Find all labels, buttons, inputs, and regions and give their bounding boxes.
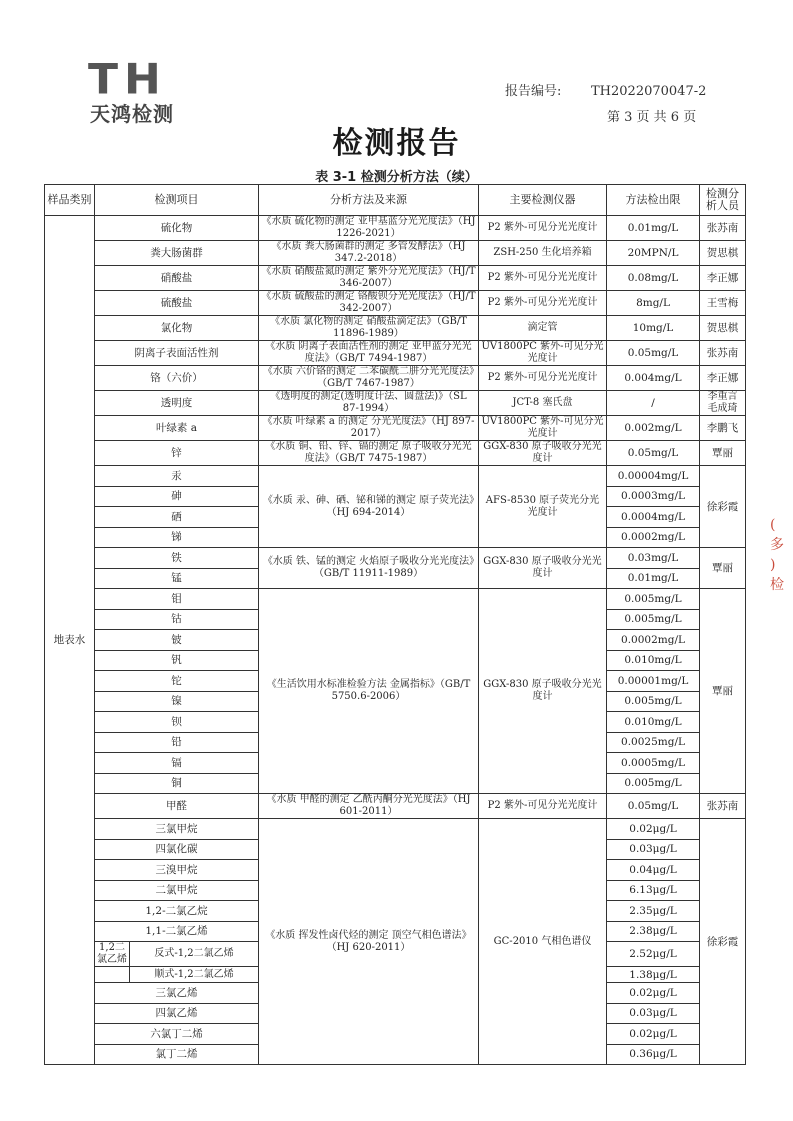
item-cell: 钴 [95,609,259,630]
limit-cell: 0.01mg/L [607,568,700,589]
col-header: 检测项目 [95,185,259,216]
limit-cell: 0.0005mg/L [607,753,700,774]
limit-cell: 0.01mg/L [607,216,700,241]
analyst-cell: 徐彩霞 [700,819,746,1065]
item-cell: 锰 [95,568,259,589]
limit-cell: 0.08mg/L [607,266,700,291]
analyst-cell: 贺思棋 [700,241,746,266]
limit-cell: 2.38μg/L [607,921,700,942]
limit-cell: 0.02μg/L [607,819,700,840]
table-row [45,341,746,366]
item-cell: 顺式-1,2二氯乙烯 [154,968,234,980]
col-header: 分析方法及来源 [259,185,479,216]
analyst-cell: 李重言 毛成琦 [700,391,746,416]
limit-cell: 0.005mg/L [607,589,700,610]
limit-cell: 0.04μg/L [607,860,700,881]
col-header: 样品类别 [45,185,95,216]
instrument-cell: P2 紫外-可见分光光度计 [479,366,607,391]
item-cell: 钡 [95,712,259,733]
item-cell: 阴离子表面活性剂 [95,341,259,366]
table-row [45,291,746,316]
limit-cell: 0.36μg/L [607,1044,700,1065]
analyst-cell: 张苏南 [700,216,746,241]
item-cell: 铬（六价） [95,366,259,391]
table-caption: 表 3-1 检测分析方法（续） [315,170,478,185]
limit-cell: 0.002mg/L [607,416,700,441]
limit-cell: 2.52μg/L [607,942,700,967]
sample-category: 地表水 [45,216,95,1065]
item-cell: 铍 [95,630,259,651]
limit-cell: 0.05mg/L [607,341,700,366]
sub-group-label: 1,2二氯乙烯 [95,942,130,966]
method-cell: 《水质 硝酸盐氮的测定 紫外分光光度法》（HJ/T 346-2007） [259,266,479,291]
item-cell: 镍 [95,691,259,712]
method-cell: 《水质 硫化物的测定 亚甲基蓝分光光度法》（HJ 1226-2021） [259,216,479,241]
report-number-value: TH2022070047-2 [591,84,707,99]
limit-cell: 0.004mg/L [607,366,700,391]
item-cell: 硫化物 [95,216,259,241]
instrument-cell: AFS-8530 原子荧光分光光度计 [479,466,607,548]
sub-item-table [95,942,258,966]
item-cell: 三氯甲烷 [95,819,259,840]
limit-cell: 0.005mg/L [607,773,700,794]
item-cell: 粪大肠菌群 [95,241,259,266]
analyst-cell: 张苏南 [700,794,746,819]
col-header: 主要检测仪器 [479,185,607,216]
limit-cell: 0.05mg/L [607,794,700,819]
method-cell: 《透明度的测定(透明度计法、圆盘法)》（SL 87-1994） [259,391,479,416]
method-cell: 《水质 阴离子表面活性剂的测定 亚甲蓝分光光度法》（GB/T 7494-1987） [259,341,479,366]
limit-cell: 0.0002mg/L [607,527,700,548]
item-cell: 铊 [95,671,259,692]
item-cell: 锑 [95,527,259,548]
limit-cell: 1.38μg/L [607,967,700,983]
item-cell: 砷 [95,486,259,507]
report-number [505,80,706,99]
limit-cell: 10mg/L [607,316,700,341]
item-cell: 甲醛 [95,794,259,819]
method-cell: 《水质 挥发性卤代烃的测定 顶空气相色谱法》（HJ 620-2011） [259,819,479,1065]
instrument-cell: 滴定管 [479,316,607,341]
method-cell: 《水质 硫酸盐的测定 铬酸钡分光光度法》（HJ/T 342-2007） [259,291,479,316]
method-cell: 《水质 甲醛的测定 乙酰丙酮分光光度法》（HJ 601-2011） [259,794,479,819]
table-header-row [45,185,746,216]
col-header: 方法检出限 [607,185,700,216]
col-header: 检测分析人员 [700,185,746,216]
instrument-cell: GC-2010 气相色谱仪 [479,819,607,1065]
limit-cell: 0.02μg/L [607,1024,700,1045]
item-cell: 氯化物 [95,316,259,341]
item-cell: 叶绿素 a [95,416,259,441]
analyst-cell: 李鹏飞 [700,416,746,441]
table-row [45,548,746,569]
logo-name: 天鸿检测 [90,102,174,126]
instrument-cell: P2 紫外-可见分光光度计 [479,216,607,241]
item-cell: 氯丁二烯 [95,1044,259,1065]
limit-cell: 0.05mg/L [607,441,700,466]
instrument-cell: P2 紫外-可见分光光度计 [479,291,607,316]
method-cell: 《水质 铁、锰的测定 火焰原子吸收分光光度法》（GB/T 11911-1989） [259,548,479,589]
instrument-cell: GGX-830 原子吸收分光光度计 [479,589,607,794]
company-logo [88,55,218,126]
instrument-cell: JCT-8 塞氏盘 [479,391,607,416]
instrument-cell: UV1800PC 紫外-可见分光光度计 [479,416,607,441]
table-row [45,441,746,466]
method-cell: 《生活饮用水标准检验方法 金属指标》（GB/T 5750.6-2006） [259,589,479,794]
item-cell: 锌 [95,441,259,466]
item-cell: 三氯乙烯 [95,983,259,1004]
limit-cell: 0.0004mg/L [607,507,700,528]
item-group-cell [95,967,259,983]
limit-cell: 0.00004mg/L [607,466,700,487]
table-row [45,241,746,266]
method-cell: 《水质 粪大肠菌群的测定 多管发酵法》（HJ 347.2-2018） [259,241,479,266]
limit-cell: 0.010mg/L [607,712,700,733]
limit-cell: / [607,391,700,416]
analyst-cell: 徐彩霞 [700,466,746,548]
limit-cell: 0.0025mg/L [607,732,700,753]
analyst-cell: 覃丽 [700,589,746,794]
limit-cell: 0.0003mg/L [607,486,700,507]
limit-cell: 8mg/L [607,291,700,316]
analyst-cell: 张苏南 [700,341,746,366]
limit-cell: 0.03mg/L [607,548,700,569]
limit-cell: 2.35μg/L [607,901,700,922]
analyst-cell: 王雪梅 [700,291,746,316]
item-cell: 三溴甲烷 [95,860,259,881]
method-table [44,184,746,1065]
instrument-cell: GGX-830 原子吸收分光光度计 [479,441,607,466]
item-cell: 透明度 [95,391,259,416]
sub-group-spacer [95,967,130,982]
item-cell: 硝酸盐 [95,266,259,291]
page-title: 检测报告 [332,126,461,161]
analyst-cell: 贺思棋 [700,316,746,341]
limit-cell: 0.005mg/L [607,609,700,630]
method-cell: 《水质 六价铬的测定 二苯碳酰二肼分光光度法》（GB/T 7467-1987） [259,366,479,391]
item-cell: 铅 [95,732,259,753]
instrument-cell: ZSH-250 生化培养箱 [479,241,607,266]
table-row [45,316,746,341]
item-cell: 二氯甲烷 [95,880,259,901]
item-cell: 硫酸盐 [95,291,259,316]
item-cell: 四氯化碳 [95,839,259,860]
item-cell: 钼 [95,589,259,610]
report-number-label: 报告编号: [505,84,562,99]
instrument-cell: P2 紫外-可见分光光度计 [479,794,607,819]
item-cell: 汞 [95,466,259,487]
table-row [45,466,746,487]
item-cell: 铜 [95,773,259,794]
instrument-cell: P2 紫外-可见分光光度计 [479,266,607,291]
page-info: 第 3 页 共 6 页 [607,110,697,125]
table-row [45,216,746,241]
limit-cell: 0.0002mg/L [607,630,700,651]
table-row [45,589,746,610]
item-cell: 六氯丁二烯 [95,1024,259,1045]
method-cell: 《水质 叶绿素 a 的测定 分光光度法》（HJ 897-2017） [259,416,479,441]
method-cell: 《水质 氯化物的测定 硝酸盐滴定法》（GB/T 11896-1989） [259,316,479,341]
table-row [45,366,746,391]
limit-cell: 6.13μg/L [607,880,700,901]
table-row [45,416,746,441]
item-cell: 镉 [95,753,259,774]
limit-cell: 0.00001mg/L [607,671,700,692]
logo-mark: TH [88,55,167,104]
table-row [45,819,746,840]
item-cell: 1,2-二氯乙烷 [95,901,259,922]
method-cell: 《水质 汞、砷、硒、铋和锑的测定 原子荧光法》（HJ 694-2014） [259,466,479,548]
limit-cell: 0.005mg/L [607,691,700,712]
limit-cell: 0.03μg/L [607,1003,700,1024]
item-cell: 反式-1,2二氯乙烯 [154,948,234,959]
analyst-cell: 覃丽 [700,441,746,466]
table-row [45,391,746,416]
limit-cell: 20MPN/L [607,241,700,266]
table-row [45,794,746,819]
item-cell: 铁 [95,548,259,569]
item-cell: 四氯乙烯 [95,1003,259,1024]
item-cell: 硒 [95,507,259,528]
instrument-cell: UV1800PC 紫外-可见分光光度计 [479,341,607,366]
side-stamp-mark: ( 多 ) 检 [770,517,784,593]
item-cell: 1,1-二氯乙烯 [95,921,259,942]
limit-cell: 0.03μg/L [607,839,700,860]
instrument-cell: GGX-830 原子吸收分光光度计 [479,548,607,589]
method-cell: 《水质 铜、铅、锌、镉的测定 原子吸收分光光度法》（GB/T 7475-1987） [259,441,479,466]
analyst-cell: 李正娜 [700,366,746,391]
item-group-cell [95,942,259,967]
item-cell: 钒 [95,650,259,671]
limit-cell: 0.02μg/L [607,983,700,1004]
sub-item-table [95,967,258,982]
table-row [45,266,746,291]
limit-cell: 0.010mg/L [607,650,700,671]
analyst-cell: 李正娜 [700,266,746,291]
analyst-cell: 覃丽 [700,548,746,589]
